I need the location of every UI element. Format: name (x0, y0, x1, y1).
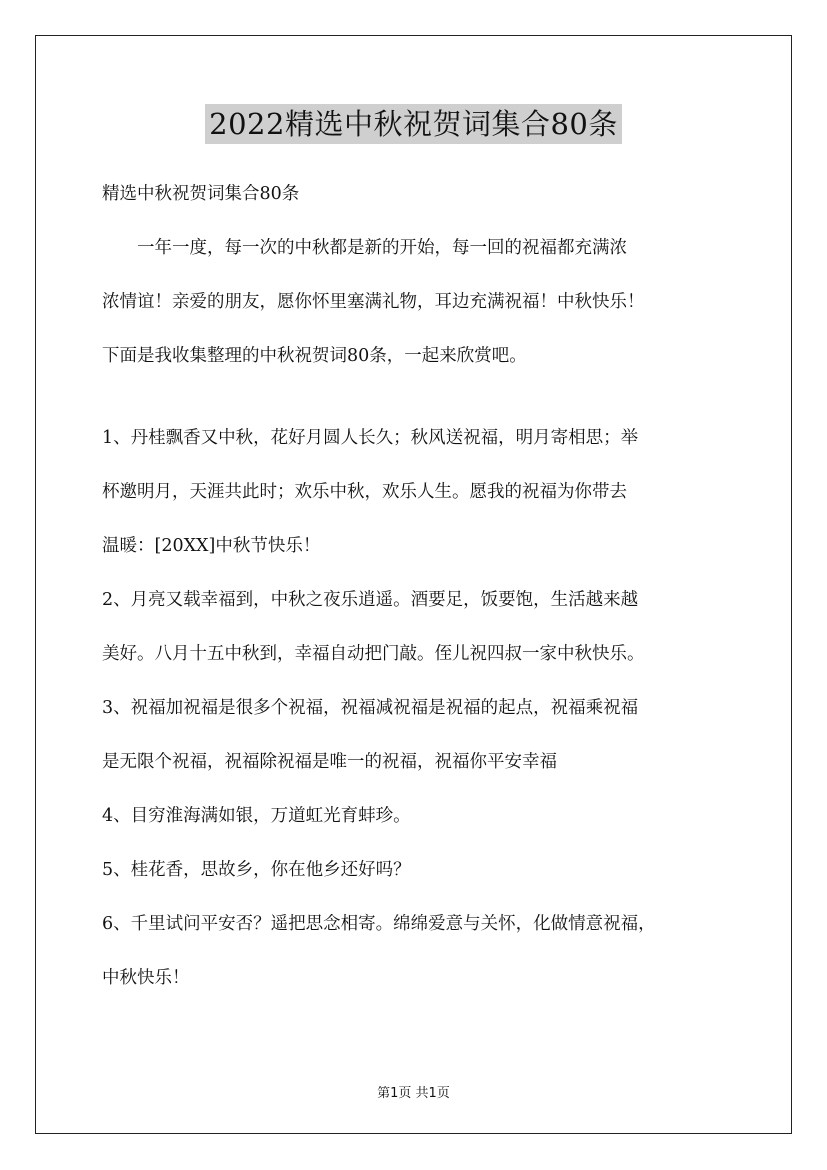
list-item-line: 6、千里试问平安否？遥把思念相寄。绵绵爱意与关怀，化做情意祝福， (102, 914, 656, 934)
intro-paragraph (102, 221, 742, 383)
page-footer: 第1页 共1页 (377, 1086, 450, 1101)
list-item-line: 是无限个祝福，祝福除祝福是唯一的祝福，祝福你平安幸福 (102, 752, 557, 772)
document-title-wrapper (0, 104, 827, 144)
list-item-line: 4、目穷淮海满如银，万道虹光育蚌珍。 (102, 806, 411, 826)
intro-line: 浓情谊！亲爱的朋友，愿你怀里塞满礼物，耳边充满祝福！中秋快乐！ (102, 292, 645, 312)
blessings-list (102, 411, 742, 1005)
list-item-line: 杯邀明月，天涯共此时；欢乐中秋，欢乐人生。愿我的祝福为你带去 (102, 482, 627, 502)
document-title: 2022精选中秋祝贺词集合80条 (205, 104, 622, 144)
list-item-line: 5、桂花香，思故乡，你在他乡还好吗？ (102, 860, 411, 880)
list-item-line: 温暖：[20XX]中秋节快乐！ (102, 536, 321, 556)
list-item-line: 美好。八月十五中秋到，幸福自动把门敲。侄儿祝四叔一家中秋快乐。 (102, 644, 645, 664)
list-item-line: 3、祝福加祝福是很多个祝福，祝福减祝福是祝福的起点，祝福乘祝福 (102, 698, 639, 718)
list-item-line: 2、月亮又载幸福到，中秋之夜乐逍遥。酒要足，饭要饱，生活越来越 (102, 590, 639, 610)
document-subtitle: 精选中秋祝贺词集合80条 (102, 184, 300, 204)
intro-line: 一年一度，每一次的中秋都是新的开始，每一回的祝福都充满浓 (137, 238, 627, 258)
intro-line: 下面是我收集整理的中秋祝贺词80条，一起来欣赏吧。 (102, 346, 527, 366)
list-item-line: 1、丹桂飘香又中秋，花好月圆人长久；秋风送祝福，明月寄相思；举 (102, 428, 639, 448)
list-item-line: 中秋快乐！ (102, 968, 190, 988)
